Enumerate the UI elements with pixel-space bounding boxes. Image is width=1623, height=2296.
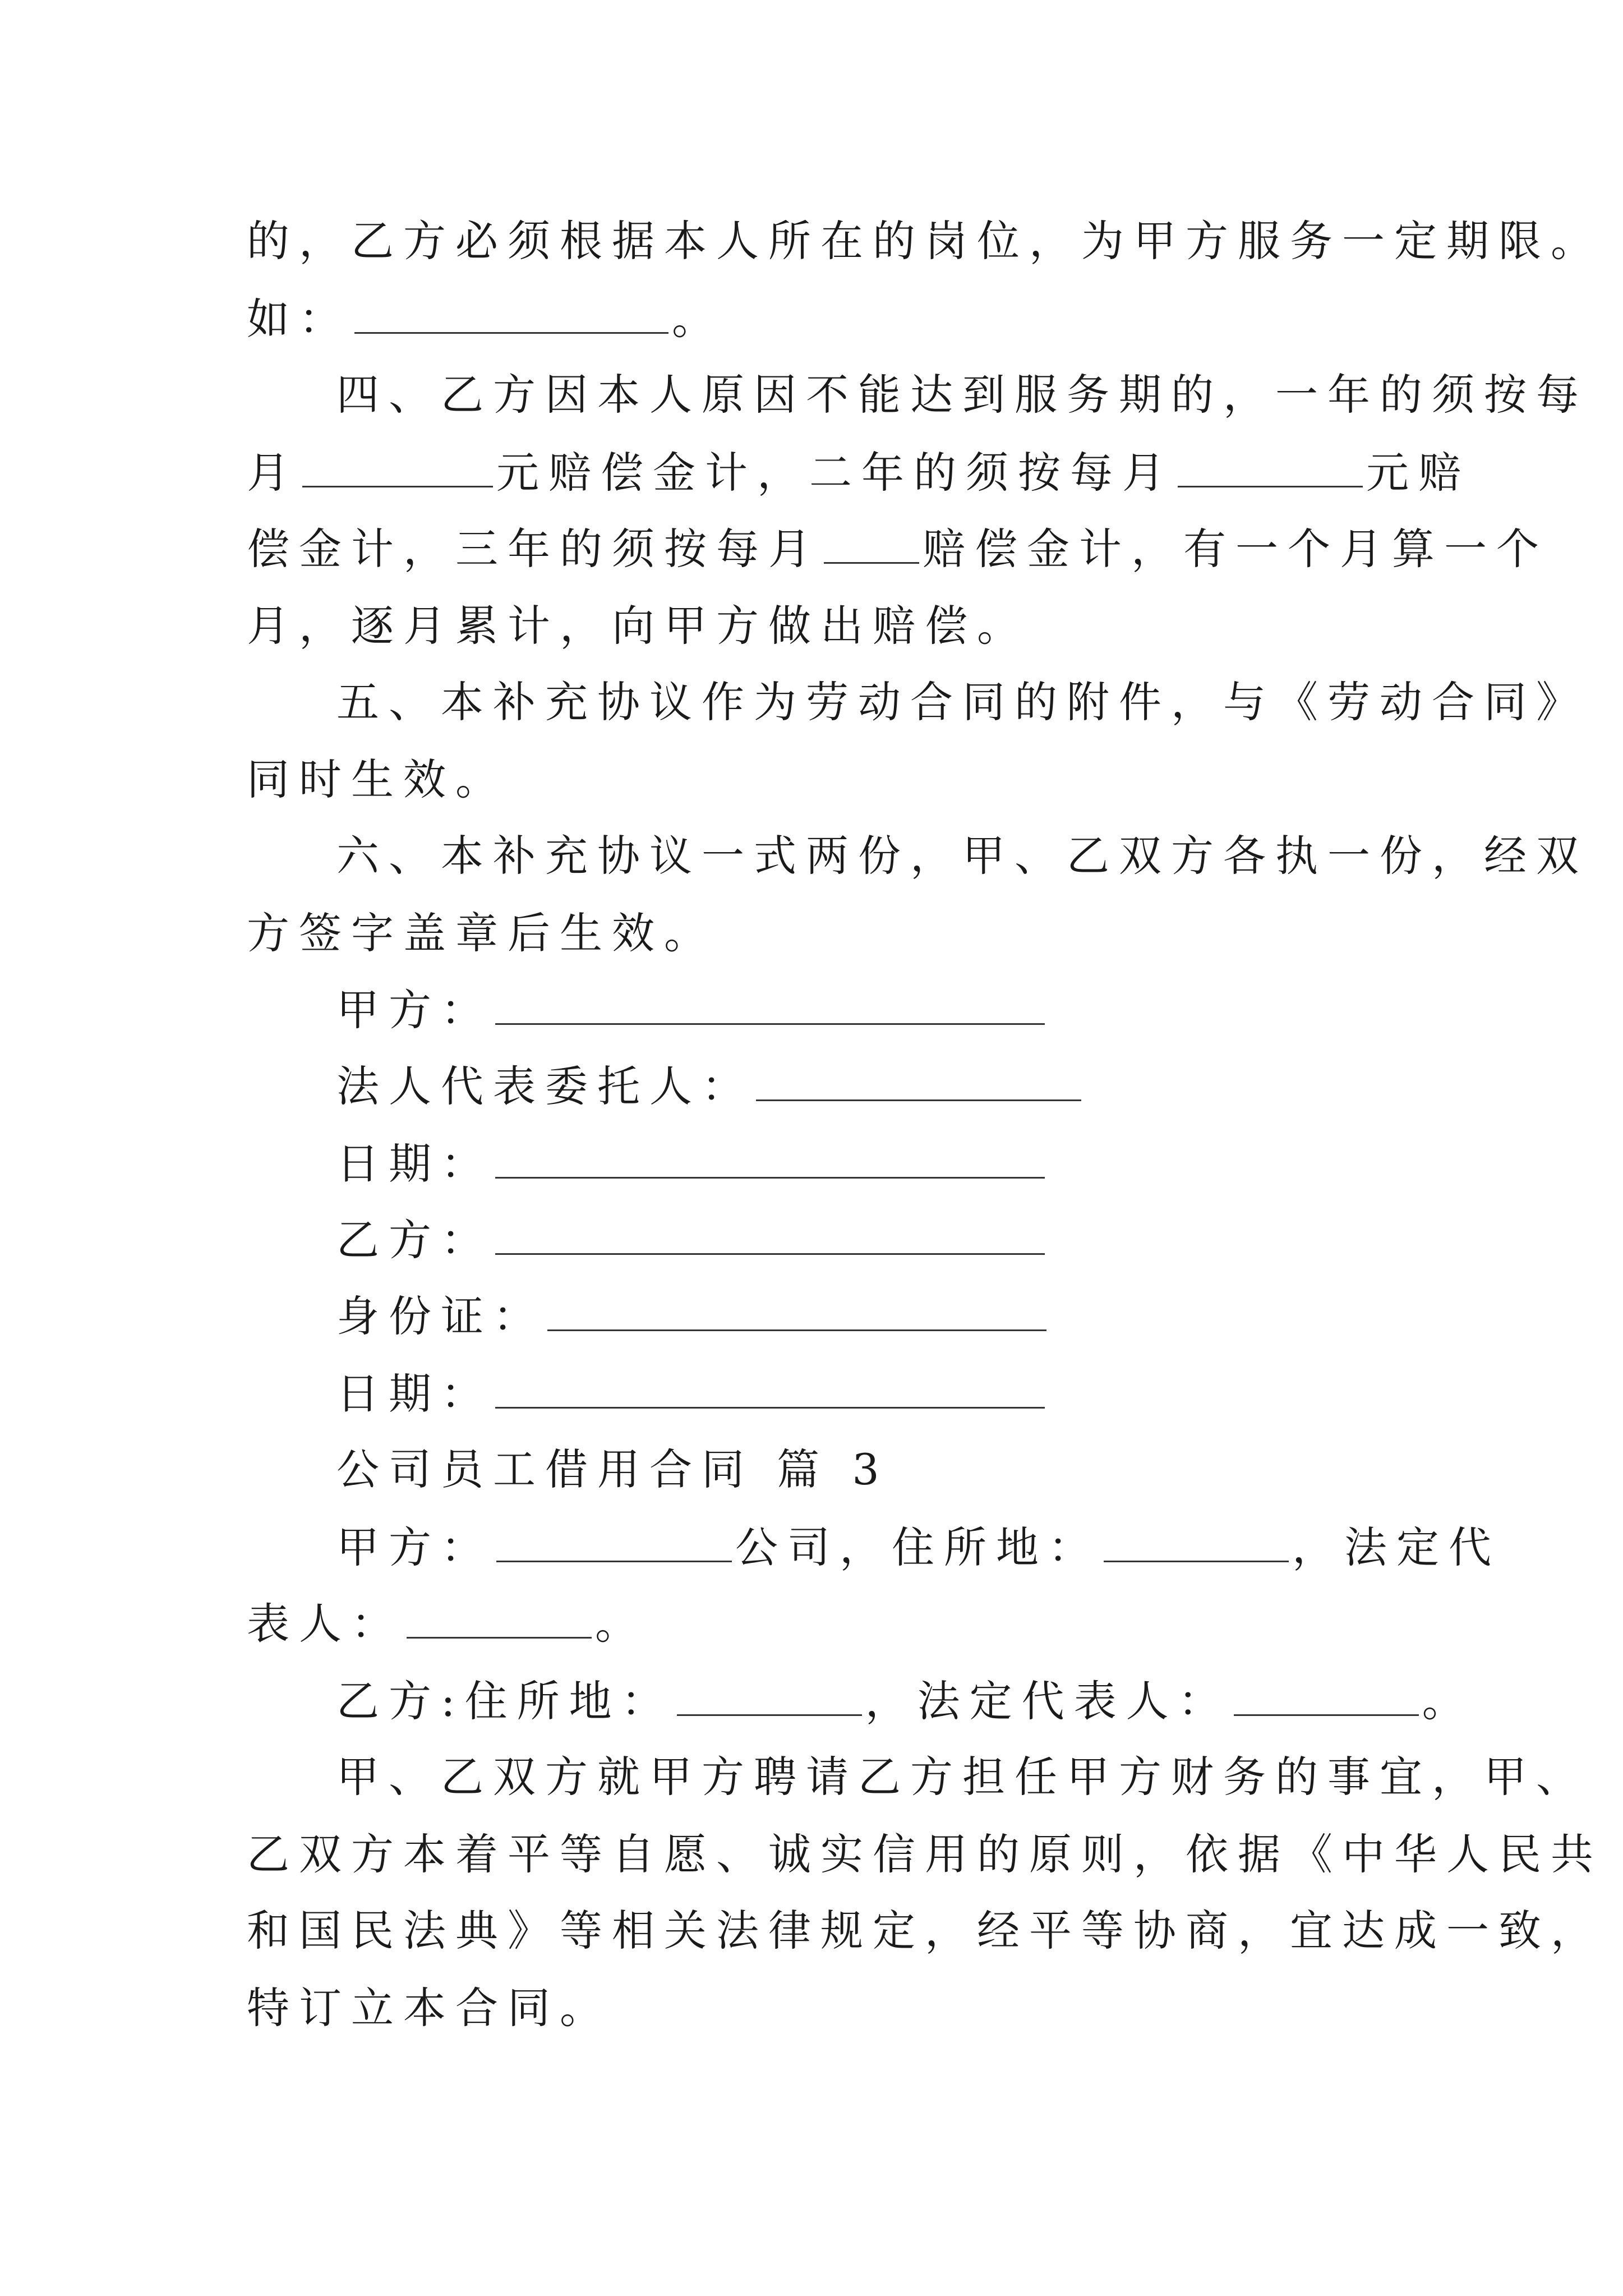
text-fragment: 和国民法典》等相关法律规定，经平等协商，宜达成一致，	[247, 1906, 1603, 1955]
text-fragment: 偿金计，三年的须按每月	[247, 524, 820, 574]
party-a-info-line-2	[247, 1599, 647, 1649]
example-label: 如：	[247, 294, 351, 344]
text-fragment: 公司，住所地：	[735, 1522, 1100, 1572]
text-fragment: 方签字盖章后生效。	[247, 908, 716, 958]
legal-rep-field[interactable]	[756, 1065, 1081, 1101]
id-card-field[interactable]	[547, 1295, 1046, 1331]
compensation-year2-blank[interactable]	[1178, 451, 1363, 487]
compensation-year3-blank[interactable]	[824, 527, 919, 564]
text-fragment: 。	[1422, 1676, 1474, 1726]
compensation-year1-blank[interactable]	[302, 451, 493, 487]
text-fragment: 甲方：	[336, 1522, 493, 1572]
text-fragment: 元赔	[1366, 448, 1470, 498]
clause-6-line-2	[247, 908, 716, 958]
text-fragment: 表人：	[247, 1599, 403, 1649]
section-3-title: 公司员工借用合同 篇 3	[336, 1444, 889, 1494]
text-fragment: 乙双方本着平等自愿、诚实信用的原则，依据《中华人民共	[247, 1829, 1603, 1879]
text-fragment: 月	[247, 448, 299, 498]
party-b-address-field[interactable]	[677, 1680, 862, 1716]
legal-rep-label: 法人代表委托人：	[336, 1061, 754, 1111]
clause-4-line-4	[247, 601, 1029, 651]
party-a-label: 甲方：	[336, 985, 493, 1035]
text-fragment: 。	[595, 1599, 647, 1649]
signature-id-card	[336, 1291, 1050, 1341]
intro-line-4	[247, 1983, 612, 2033]
clause-5-text: 五、本补充协议作为劳动合同的附件，与《劳动合同》	[336, 677, 1588, 727]
date-a-label: 日期：	[336, 1139, 493, 1189]
signature-party-b	[336, 1215, 1048, 1265]
clause-4-line-2	[247, 448, 1470, 498]
intro-line-1	[336, 1752, 1588, 1802]
example-blank[interactable]	[354, 297, 668, 334]
party-a-address-field[interactable]	[1104, 1526, 1289, 1562]
clause-4-line-1	[336, 370, 1588, 420]
signature-party-a	[336, 985, 1048, 1035]
clause-5-line-1	[336, 677, 1588, 727]
date-b-label: 日期：	[336, 1369, 493, 1419]
clause-4-line-3	[247, 524, 1548, 574]
clause-3-text: 的，乙方必须根据本人所在的岗位，为甲方服务一定期限。	[247, 216, 1603, 266]
signature-date-b	[336, 1369, 1048, 1419]
date-b-field[interactable]	[495, 1372, 1045, 1409]
text-fragment: 月，逐月累计，向甲方做出赔偿。	[247, 601, 1029, 651]
party-b-label: 乙方：	[336, 1215, 493, 1265]
party-b-legal-rep-field[interactable]	[1234, 1680, 1419, 1716]
date-a-field[interactable]	[495, 1142, 1045, 1179]
clause-3-line-1	[247, 216, 1603, 266]
intro-line-3	[247, 1906, 1603, 1955]
id-card-label: 身份证：	[336, 1291, 545, 1341]
signature-legal-rep	[336, 1061, 1085, 1111]
party-b-field[interactable]	[495, 1218, 1045, 1255]
text-fragment: 特订立本合同。	[247, 1983, 612, 2033]
text-fragment: 元赔偿金计，二年的须按每月	[496, 448, 1174, 498]
section-heading	[336, 1444, 889, 1494]
party-a-field[interactable]	[495, 988, 1045, 1025]
clause-5-line-2	[247, 754, 508, 804]
text-fragment: 同时生效。	[247, 754, 508, 804]
period: 。	[672, 294, 724, 344]
party-a-info-line-1	[336, 1522, 1501, 1572]
intro-line-2	[247, 1829, 1603, 1879]
clause-3-line-2	[247, 294, 724, 344]
clause-6-text: 六、本补充协议一式两份，甲、乙双方各执一份，经双	[336, 831, 1588, 881]
text-fragment: 乙方:住所地：	[336, 1676, 674, 1726]
party-a-legal-rep-field[interactable]	[407, 1602, 592, 1639]
text-fragment: ，法定代	[1292, 1522, 1501, 1572]
text-fragment: 甲、乙双方就甲方聘请乙方担任甲方财务的事宜，甲、	[336, 1752, 1588, 1802]
party-b-info-line	[336, 1676, 1474, 1726]
text-fragment: ，法定代表人：	[865, 1676, 1230, 1726]
clause-6-line-1	[336, 831, 1588, 881]
text-fragment: 赔偿金计，有一个月算一个	[923, 524, 1548, 574]
clause-4-text: 四、乙方因本人原因不能达到服务期的，一年的须按每	[336, 370, 1588, 420]
signature-date-a	[336, 1139, 1048, 1189]
company-name-field[interactable]	[496, 1526, 732, 1562]
